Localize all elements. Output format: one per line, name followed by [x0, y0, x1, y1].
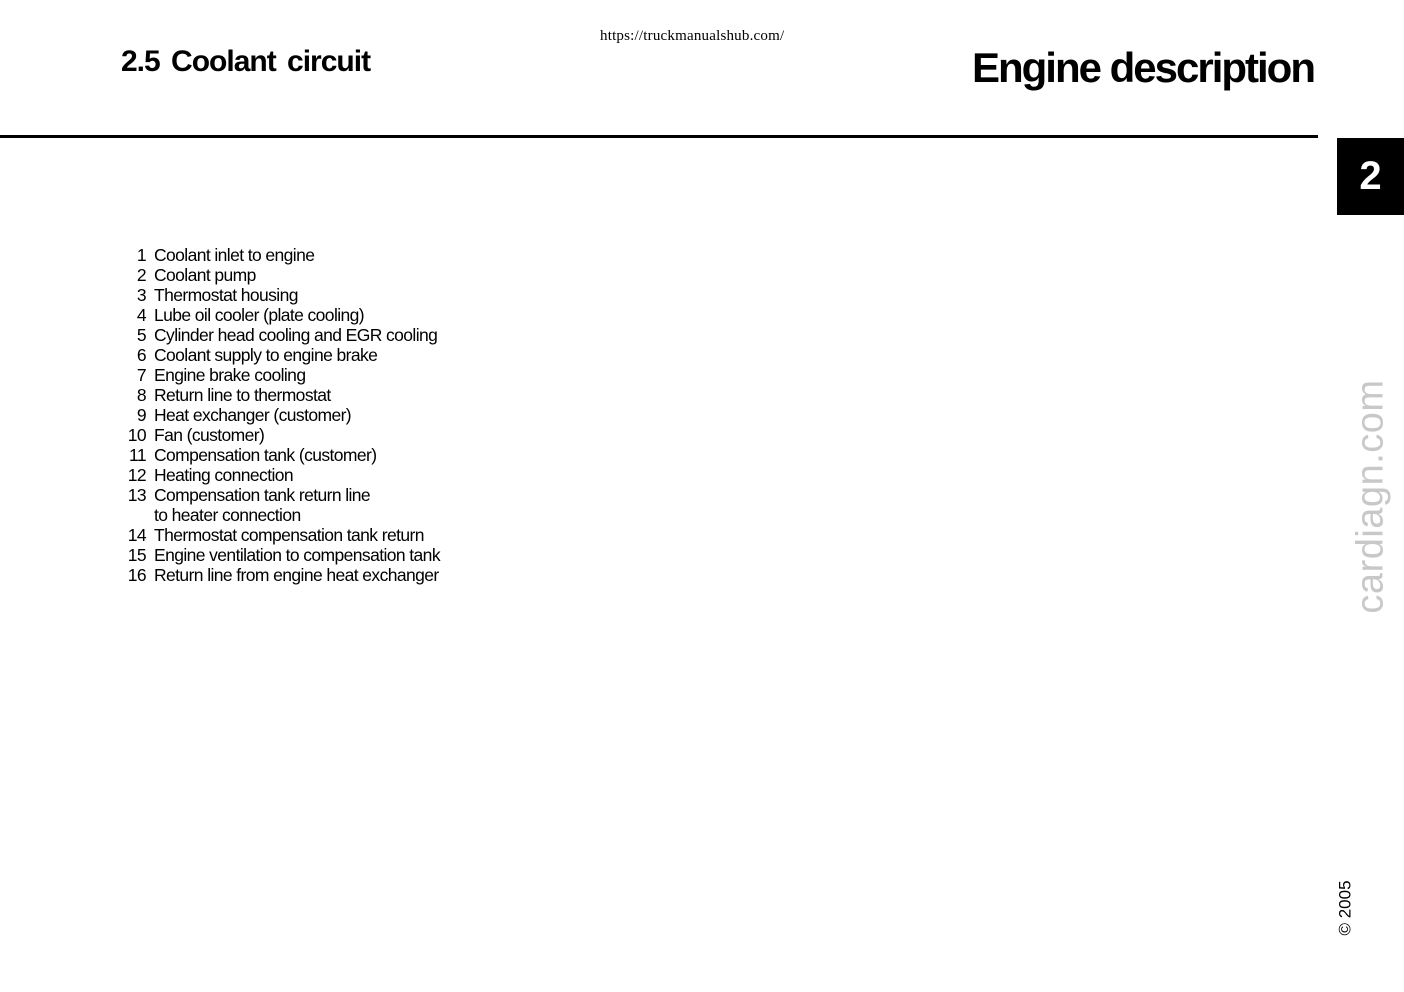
legend-item-number: 4	[136, 305, 146, 325]
page-title: Engine description	[971, 44, 1314, 91]
legend-item-number: 9	[136, 405, 146, 425]
legend-item	[116, 265, 440, 285]
legend-item	[116, 245, 440, 265]
source-url: https://truckmanualshub.com/	[600, 28, 785, 44]
legend-item-text: Return line from engine heat exchanger	[154, 565, 439, 585]
chapter-tab: 2	[1337, 138, 1404, 215]
legend-item-number: 8	[136, 385, 146, 405]
legend-item-text: Return line to thermostat	[154, 385, 331, 405]
legend-item	[116, 365, 440, 385]
legend-item-number: 16	[127, 565, 146, 585]
watermark	[1335, 370, 1404, 622]
legend-item	[116, 305, 440, 325]
legend-item-text: Heating connection	[154, 465, 294, 485]
legend-item-text: Thermostat housing	[154, 285, 298, 305]
legend-item	[116, 285, 440, 305]
copyright	[1330, 876, 1362, 940]
legend-item	[116, 485, 440, 525]
legend-item-number: 6	[136, 345, 146, 365]
legend-item	[116, 425, 440, 445]
legend-item-number: 7	[136, 365, 146, 385]
legend-item-number: 15	[127, 545, 146, 565]
header-divider	[0, 135, 1318, 138]
legend-item-text: Coolant pump	[154, 265, 256, 285]
legend-item-text: Coolant supply to engine brake	[154, 345, 378, 365]
legend-item-number: 14	[127, 525, 146, 545]
legend-item-number: 3	[136, 285, 146, 305]
watermark-text: cardiagn.com	[1349, 378, 1392, 614]
legend-item-number: 11	[129, 445, 146, 465]
legend-item-number: 5	[136, 325, 146, 345]
legend-item-text: Compensation tank (customer)	[154, 445, 377, 465]
legend-item-number: 2	[136, 265, 146, 285]
legend-item-text: Fan (customer)	[154, 425, 265, 445]
legend-item	[116, 385, 440, 405]
legend-item-text: Compensation tank return line to heater connection	[154, 485, 371, 525]
legend-item-number: 10	[127, 425, 146, 445]
legend-item-number: 13	[127, 485, 146, 505]
legend-item-text: Cylinder head cooling and EGR cooling	[154, 325, 438, 345]
legend-item-text: Engine ventilation to compensation tank	[154, 545, 440, 565]
legend-item	[116, 325, 440, 345]
legend-item-number: 1	[136, 245, 146, 265]
section-title: 2.5 Coolant circuit	[121, 45, 371, 78]
legend-item-text: Heat exchanger (customer)	[154, 405, 352, 425]
legend-item	[116, 405, 440, 425]
legend-item-text: Lube oil cooler (plate cooling)	[154, 305, 365, 325]
copyright-text: © 2005	[1336, 880, 1356, 936]
legend-item-number: 12	[127, 465, 146, 485]
legend-item	[116, 545, 440, 565]
legend-item	[116, 525, 440, 545]
legend-item	[116, 565, 440, 585]
legend-item-text: Coolant inlet to engine	[154, 245, 315, 265]
legend-item	[116, 465, 440, 485]
legend-item	[116, 445, 440, 465]
legend-list	[116, 245, 440, 585]
legend-item-text: Engine brake cooling	[154, 365, 306, 385]
legend-item-text: Thermostat compensation tank return	[154, 525, 424, 545]
legend-item	[116, 345, 440, 365]
